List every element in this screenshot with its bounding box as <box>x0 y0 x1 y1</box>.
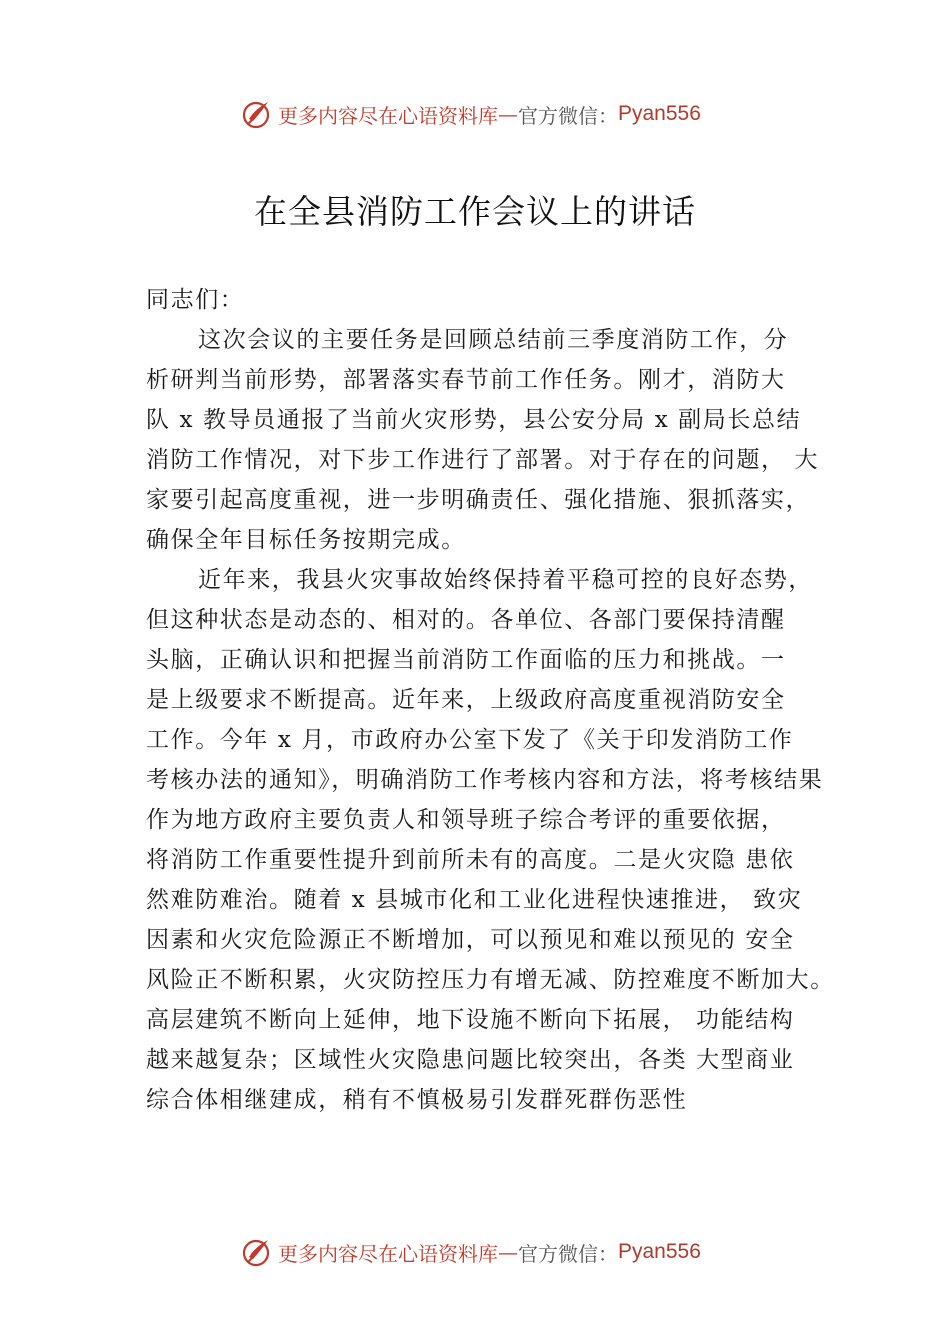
watermark-brand: 更多内容尽在心语资料库 <box>278 1241 498 1266</box>
body-line: 然难防难治。随着 x 县城市化和工业化进程快速推进， 致灾 <box>146 887 803 913</box>
body-line: 将消防工作重要性提升到前所未有的高度。二是火灾隐 患依 <box>146 847 795 873</box>
body-line: 头脑，正确认识和把握当前消防工作面临的压力和挑战。一 <box>146 647 786 673</box>
body-line: 综合体相继建成，稍有不慎极易引发群死群伤恶性 <box>146 1087 688 1113</box>
body-line: 因素和火灾危险源正不断增加，可以预见和难以预见的 安全 <box>146 927 795 953</box>
watermark-brand: 更多内容尽在心语资料库 <box>278 103 498 128</box>
watermark-wechat-label: 官方微信： <box>518 1241 618 1266</box>
body-line: 消防工作情况，对下步工作进行了部署。对于存在的问题， 大 <box>146 447 820 473</box>
body-line: 考核办法的通知》，明确消防工作考核内容和方法，将考核结果 <box>146 767 824 793</box>
salutation: 同志们： <box>146 287 245 313</box>
body-line: 风险正不断积累，火灾防控压力有增无减、防控难度不断加大。 <box>146 967 835 993</box>
watermark-wechat-label: 官方微信： <box>518 103 618 128</box>
body-line: 析研判当前形势，部署落实春节前工作任务。刚才，消防大 <box>146 367 786 393</box>
quill-seal-icon <box>240 1235 274 1269</box>
watermark-wechat-id: Pyan556 <box>618 102 701 125</box>
quill-seal-icon <box>240 97 274 131</box>
body-line: 但这种状态是动态的、相对的。各单位、各部门要保持清醒 <box>146 607 786 633</box>
watermark-separator: — <box>498 1240 518 1264</box>
body-line: 是上级要求不断提高。近年来，上级政府高度重视消防安全 <box>146 687 786 713</box>
body-line: 作为地方政府主要负责人和领导班子综合考评的重要依据， <box>146 807 786 833</box>
watermark-wechat-id: Pyan556 <box>618 1240 701 1263</box>
body-line: 队 x 教导员通报了当前火灾形势，县公安分局 x 副局长总结 <box>146 407 802 433</box>
document-title: 在全县消防工作会议上的讲话 <box>254 192 696 231</box>
body-line: 这次会议的主要任务是回顾总结前三季度消防工作，分 <box>198 327 789 353</box>
watermark-separator: — <box>498 102 518 126</box>
body-line: 越来越复杂；区域性火灾隐患问题比较突出，各类 大型商业 <box>146 1047 795 1073</box>
body-line: 确保全年目标任务按期完成。 <box>146 527 466 553</box>
body-line: 家要引起高度重视，进一步明确责任、强化措施、狠抓落实， <box>146 487 811 513</box>
document-body <box>146 280 846 1120</box>
body-line: 工作。今年 x 月，市政府办公室下发了《关于印发消防工作 <box>146 727 794 753</box>
body-line: 高层建筑不断向上延伸，地下设施不断向下拓展， 功能结构 <box>146 1007 795 1033</box>
body-line: 近年来，我县火灾事故始终保持着平稳可控的良好态势， <box>198 567 813 593</box>
header-watermark <box>240 96 701 132</box>
footer-watermark <box>240 1234 701 1270</box>
